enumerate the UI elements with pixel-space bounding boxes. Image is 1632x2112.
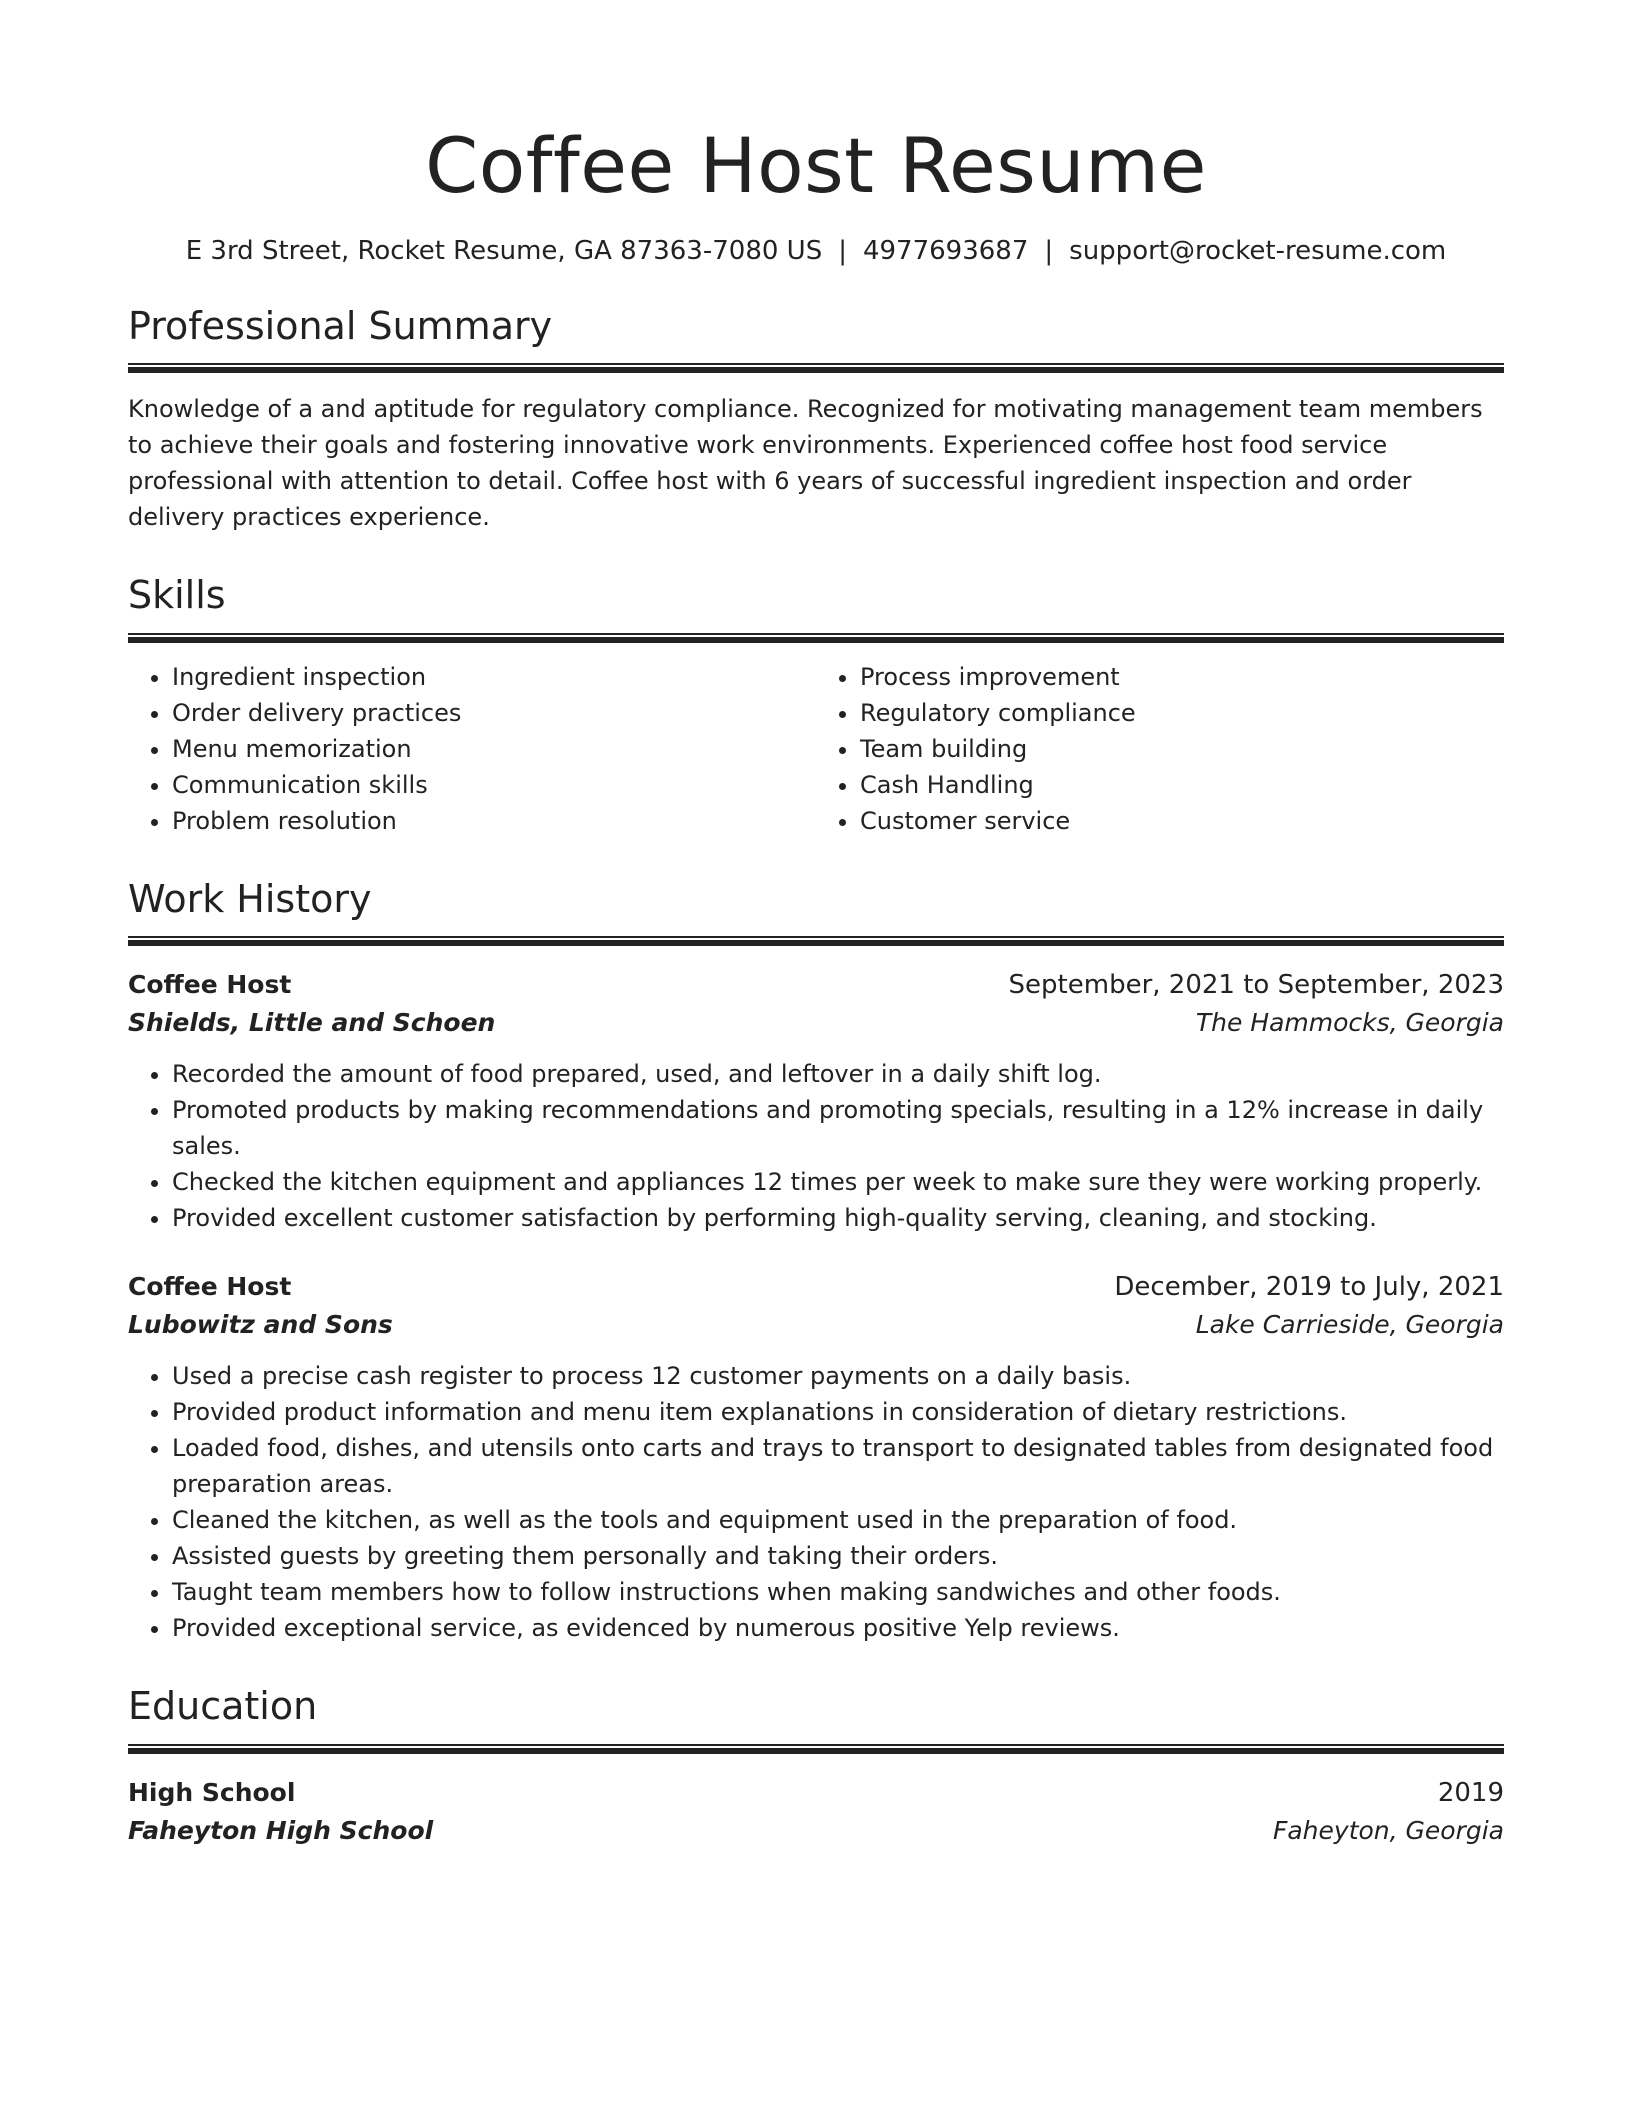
skill-item: • Regulatory compliance	[860, 695, 1504, 731]
job-company: Shields, Little and Schoen	[128, 1008, 496, 1038]
skill-item: • Ingredient inspection	[172, 659, 816, 695]
contact-phone: 4977693687	[862, 235, 1029, 266]
job-company: Lubowitz and Sons	[128, 1310, 393, 1340]
contact-separator: |	[838, 235, 847, 266]
section-divider	[128, 1744, 1504, 1754]
job-duty: • Assisted guests by greeting them personally and taking their orders.	[172, 1538, 1504, 1574]
skill-item: • Cash Handling	[860, 767, 1504, 803]
job-header-row	[128, 1268, 1504, 1306]
job-dates: December, 2019 to July, 2021	[1114, 1272, 1504, 1303]
skill-item: • Team building	[860, 731, 1504, 767]
skill-item: • Menu memorization	[172, 731, 816, 767]
job-company-row	[128, 1306, 1504, 1344]
job-duty: • Taught team members how to follow instructions when making sandwiches and other foods.	[172, 1574, 1504, 1610]
resume-title: Coffee Host Resume	[425, 121, 1207, 210]
job-title: Coffee Host	[128, 1272, 292, 1302]
education-heading: Education	[128, 1684, 318, 1729]
skill-item: • Communication skills	[172, 767, 816, 803]
skills-heading: Skills	[128, 573, 226, 618]
skills-list-left	[128, 659, 816, 839]
job-duty: • Checked the kitchen equipment and appliances 12 times per week to make sure they were working properly.	[172, 1164, 1504, 1200]
education-year: 2019	[1437, 1777, 1504, 1808]
job-location: The Hammocks, Georgia	[1195, 1008, 1504, 1038]
skill-item: • Customer service	[860, 803, 1504, 839]
job-duty: • Used a precise cash register to process 12 customer payments on a daily basis.	[172, 1358, 1504, 1394]
contact-separator: |	[1044, 235, 1054, 266]
skills-section	[128, 573, 1504, 839]
skills-columns	[128, 659, 1504, 839]
job-dates: September, 2021 to September, 2023	[1008, 970, 1504, 1001]
section-divider	[128, 936, 1504, 946]
skills-list-right	[816, 659, 1504, 839]
skill-item: • Process improvement	[860, 659, 1504, 695]
skill-item: • Problem resolution	[172, 803, 816, 839]
education-section	[128, 1684, 1504, 1850]
education-header-row	[128, 1774, 1504, 1812]
job-entry	[128, 966, 1504, 1236]
job-duty: • Provided excellent customer satisfaction by performing high-quality serving, cleaning, and stocking.	[172, 1200, 1504, 1236]
job-entry	[128, 1268, 1504, 1646]
job-location: Lake Carrieside, Georgia	[1195, 1310, 1504, 1340]
contact-email: support@rocket-resume.com	[1069, 235, 1447, 266]
contact-address: E 3rd Street, Rocket Resume, GA 87363-7080 US	[185, 235, 823, 266]
job-company-row	[128, 1004, 1504, 1042]
work-history-section	[128, 877, 1504, 1647]
job-duties-list	[128, 1056, 1504, 1236]
job-duty: • Loaded food, dishes, and utensils onto carts and trays to transport to designated tables from designated food preparation areas.	[172, 1430, 1504, 1502]
education-school-row	[128, 1812, 1504, 1850]
summary-heading: Professional Summary	[128, 303, 553, 348]
skill-item: • Order delivery practices	[172, 695, 816, 731]
section-divider	[128, 633, 1504, 643]
contact-line	[128, 236, 1504, 266]
work-history-heading: Work History	[128, 876, 372, 921]
job-duty: • Promoted products by making recommendations and promoting specials, resulting in a 12% increase in daily sales.	[172, 1092, 1504, 1164]
job-duties-list	[128, 1358, 1504, 1646]
summary-text: Knowledge of a and aptitude for regulatory compliance. Recognized for motivating management team members to achieve their goals and fostering innovative work environments. Experienced coffee host food service professional with attention to detail. Coffee host with 6 years of successful ingredient inspection and order delivery practices experience.	[128, 395, 1483, 532]
education-location: Faheyton, Georgia	[1272, 1815, 1504, 1845]
job-header-row	[128, 966, 1504, 1004]
job-duty: • Provided product information and menu item explanations in consideration of dietary restrictions.	[172, 1394, 1504, 1430]
job-duty: • Recorded the amount of food prepared, used, and leftover in a daily shift log.	[172, 1056, 1504, 1092]
education-school: Faheyton High School	[128, 1815, 434, 1845]
education-entry	[128, 1774, 1504, 1850]
job-title: Coffee Host	[128, 970, 292, 1000]
job-duty: • Cleaned the kitchen, as well as the tools and equipment used in the preparation of food.	[172, 1502, 1504, 1538]
summary-section	[128, 304, 1504, 536]
education-degree: High School	[128, 1777, 296, 1807]
section-divider	[128, 363, 1504, 373]
job-duty: • Provided exceptional service, as evidenced by numerous positive Yelp reviews.	[172, 1610, 1504, 1646]
